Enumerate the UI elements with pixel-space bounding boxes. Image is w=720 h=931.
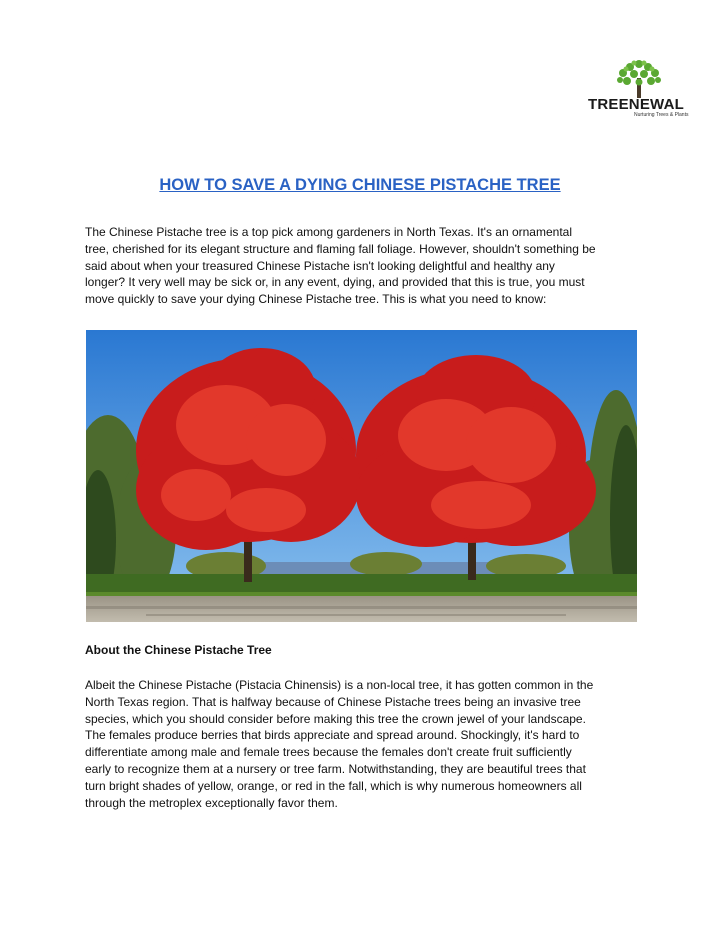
about-line: North Texas region. That is halfway because of Chinese Pistache trees being an invasive tree <box>85 694 581 709</box>
about-line: The females produce berries that birds appreciate and spread around. Shockingly, it's hard to <box>85 728 580 743</box>
about-line: Albeit the Chinese Pistache (Pistacia Chinensis) is a non-local tree, it has gotten common in the <box>85 678 594 692</box>
about-line: species, which you should consider before making this tree the crown jewel of your landscape. <box>85 711 586 726</box>
intro-line: tree, cherished for its elegant structure and flaming fall foliage. However, shouldn't something be <box>85 241 596 256</box>
chinese-pistache-photo <box>86 330 637 622</box>
page-title[interactable]: HOW TO SAVE A DYING CHINESE PISTACHE TREE <box>159 176 561 194</box>
logo-tagline: Nurturing Trees & Plants <box>634 112 689 118</box>
section-heading: About the Chinese Pistache Tree <box>85 643 272 657</box>
intro-line: move quickly to save your dying Chinese Pistache tree. This is what you need to know: <box>85 292 547 307</box>
about-line: turn bright shades of yellow, orange, or red in the fall, which is why numerous homeowners all <box>85 778 582 793</box>
intro-line: longer? It very well may be sick or, in any event, dying, and provided that this is true, you must <box>85 275 585 290</box>
about-paragraph <box>85 677 645 811</box>
about-line: through the metroplex exceptionally favor them. <box>85 795 338 810</box>
intro-paragraph <box>85 224 645 308</box>
about-line: early to recognize them at a nursery or tree farm. Notwithstanding, they are beautiful trees that <box>85 761 586 776</box>
intro-line: The Chinese Pistache tree is a top pick among gardeners in North Texas. It's an ornamental <box>85 225 572 239</box>
brand-logo[interactable] <box>584 58 696 122</box>
about-line: differentiate among male and female trees because the females don't create fruit sufficiently <box>85 745 572 760</box>
logo-wordmark: TREENEWAL <box>588 96 684 113</box>
intro-line: said about when your treasured Chinese Pistache isn't looking delightful and healthy any <box>85 258 555 273</box>
